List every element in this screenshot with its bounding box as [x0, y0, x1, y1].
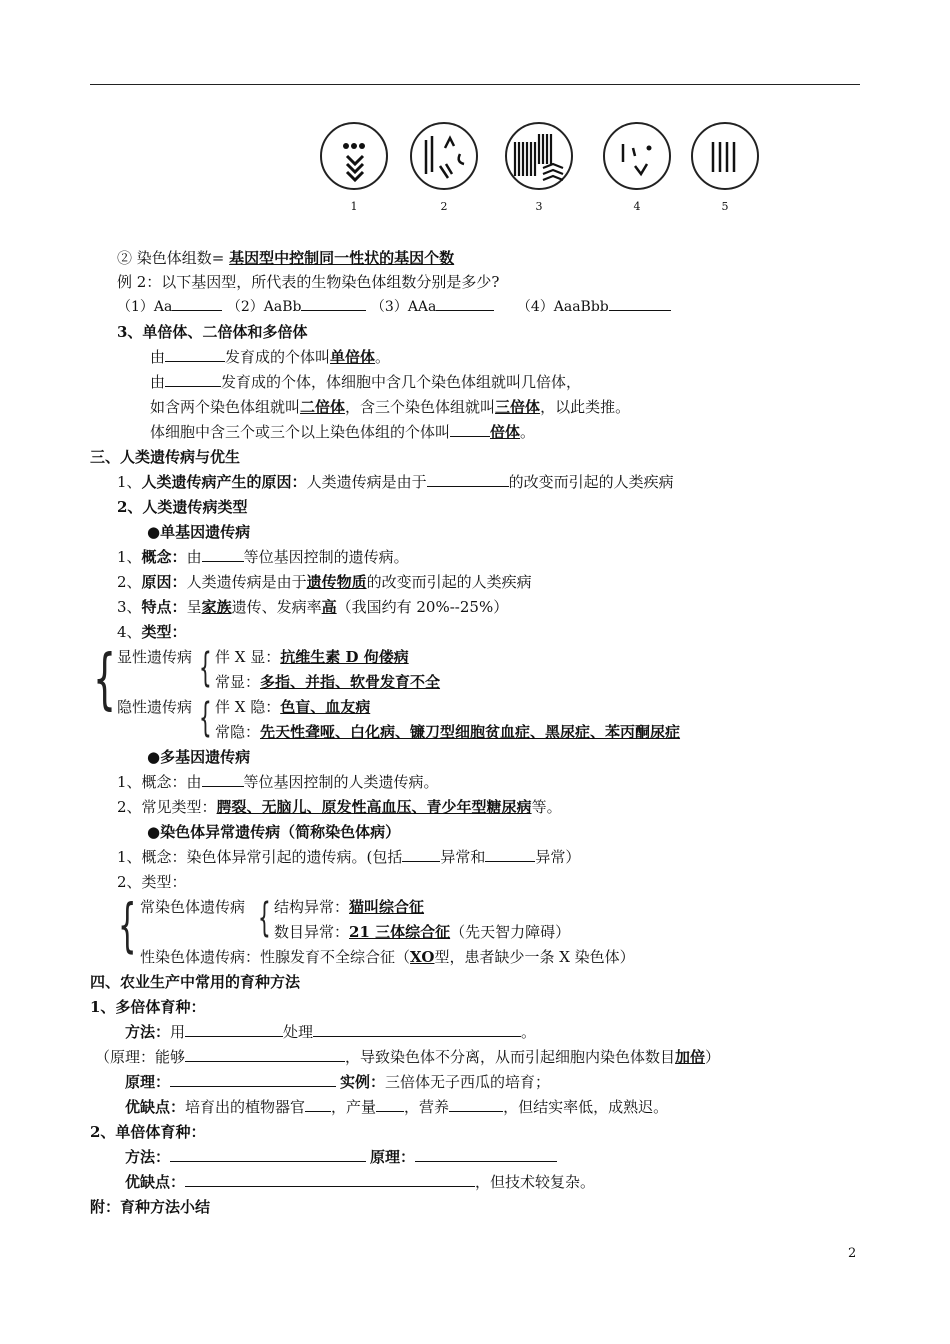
- figure-2-label: 2: [440, 200, 448, 213]
- dominant-brace: {: [199, 645, 212, 691]
- figure-2-chromosomes: [412, 124, 476, 188]
- answer-blank: [436, 296, 494, 311]
- multi-gene-heading: ●多基因遗传病: [147, 748, 251, 766]
- polyploid-principle-row: 原理： 实例：三倍体无子西瓜的培育；: [125, 1073, 551, 1091]
- numerical-abnormality-row: 数目异常：21 三体综合征（先天智力障碍）: [274, 923, 571, 941]
- polyploid-breeding-heading: 1、多倍体育种：: [90, 998, 206, 1016]
- chromosome-figures: [318, 122, 768, 217]
- recessive-brace: {: [199, 695, 212, 741]
- figure-2-cell: [410, 122, 478, 190]
- x-recessive-row: 伴 X 隐：色盲、血友病: [215, 698, 371, 716]
- answer-blank: [301, 296, 366, 311]
- disease-cause: 1、人类遗传病产生的原因：人类遗传病是由于 的改变而引起的人类疾病: [117, 473, 674, 491]
- figure-5-cell: [691, 122, 759, 190]
- answer-blank: [609, 296, 671, 311]
- recessive-label: 隐性遗传病: [117, 698, 193, 716]
- page-number: 2: [848, 1246, 857, 1261]
- ploidy-examples: 如含两个染色体组就叫二倍体，含三个染色体组就叫三倍体，以此类推。: [150, 398, 631, 416]
- dominant-label: 显性遗传病: [117, 648, 193, 666]
- figure-4-label: 4: [633, 200, 641, 213]
- polyploid-rule: 由 发育成的个体，体细胞中含几个染色体组就叫几倍体，: [150, 373, 582, 391]
- figure-3-cell: [505, 122, 573, 190]
- answer-blank: [172, 296, 222, 311]
- figure-1-chromosomes: [322, 124, 386, 188]
- disease-types-heading: 2、人类遗传病类型: [117, 498, 248, 516]
- polyploid-principle-note: （原理：能够 ，导致染色体不分离，从而引起细胞内染色体数目加倍）: [95, 1048, 721, 1066]
- section-3-title: 三、人类遗传病与优生: [90, 448, 241, 466]
- figure-4-cell: [603, 122, 671, 190]
- multi-gene-concept: 1、概念：由 等位基因控制的人类遗传病。: [117, 773, 439, 791]
- single-gene-concept: 1、概念：由 等位基因控制的遗传病。: [117, 548, 409, 566]
- haploid-pros-cons-row: 优缺点： ，但技术较复杂。: [125, 1173, 596, 1191]
- chromosome-disease-types-heading: 2、类型：: [117, 873, 187, 891]
- polyploid-pros-cons-row: 优缺点：培育出的植物器官 ，产量 ，营养 ，但结实率低，成熟迟。: [125, 1098, 669, 1116]
- example-2-items: （1）Aa （2）AaBb （3）AAa （4）AaaBbb: [117, 296, 671, 318]
- autosomal-recessive-row: 常隐：先天性聋哑、白化病、镰刀型细胞贫血症、黑尿症、苯丙酮尿症: [215, 723, 681, 741]
- x-dominant-row: 伴 X 显：抗维生素 D 佝偻病: [215, 648, 409, 666]
- figure-4-chromosomes: [605, 124, 669, 188]
- haploid-method-row: 方法： 原理：: [125, 1146, 557, 1168]
- polyploid-definition: 体细胞中含三个或三个以上染色体组的个体叫 倍体。: [150, 423, 536, 441]
- outer-brace: {: [93, 640, 117, 717]
- header-rule: [90, 84, 860, 85]
- figure-3-chromosomes: [507, 124, 571, 188]
- chromosome-disease-concept: 1、概念：染色体异常引起的遗传病。(包括 异常和 异常）: [117, 848, 581, 866]
- single-gene-types-heading: 4、类型：: [117, 623, 187, 641]
- single-gene-features: 3、特点：呈家族遗传、发病率高（我国约有 20%--25%）: [117, 598, 509, 616]
- figure-5-label: 5: [721, 200, 729, 213]
- autosomal-dominant-row: 常显：多指、并指、软骨发育不全: [215, 673, 441, 691]
- multi-gene-types: 2、常见类型：腭裂、无脑儿、原发性高血压、青少年型糖尿病等。: [117, 798, 562, 816]
- single-gene-cause: 2、原因：人类遗传病是由于遗传物质的改变而引起的人类疾病: [117, 573, 532, 591]
- sex-chromosome-row: 性染色体遗传病：性腺发育不全综合征（XO型，患者缺少一条 X 染色体）: [140, 948, 635, 966]
- appendix-heading: 附：育种方法小结: [90, 1198, 211, 1216]
- chromosome-set-formula: ② 染色体组数= 基因型中控制同一性状的基因个数: [117, 249, 455, 267]
- single-gene-heading: ●单基因遗传病: [147, 523, 251, 541]
- autosomal-label: 常染色体遗传病: [140, 898, 246, 916]
- figure-3-label: 3: [535, 200, 543, 213]
- figure-1-cell: [320, 122, 388, 190]
- structural-abnormality-row: 结构异常：猫叫综合征: [274, 898, 425, 916]
- heading-ploidy: 3、单倍体、二倍体和多倍体: [117, 323, 308, 341]
- autosomal-brace: {: [258, 895, 271, 941]
- haploid-breeding-heading: 2、单倍体育种：: [90, 1123, 206, 1141]
- figure-5-chromosomes: [693, 124, 757, 188]
- chromosome-brace: {: [118, 891, 137, 959]
- example-2-question: 例 2：以下基因型，所代表的生物染色体组数分别是多少?: [117, 273, 500, 291]
- chromosome-disease-heading: ●染色体异常遗传病（简称染色体病）: [147, 823, 401, 841]
- figure-1-label: 1: [350, 200, 358, 213]
- haploid-definition: 由 发育成的个体叫单倍体。: [150, 348, 391, 366]
- polyploid-method-row: 方法：用 处理 。: [125, 1023, 537, 1041]
- section-4-title: 四、农业生产中常用的育种方法: [90, 973, 301, 991]
